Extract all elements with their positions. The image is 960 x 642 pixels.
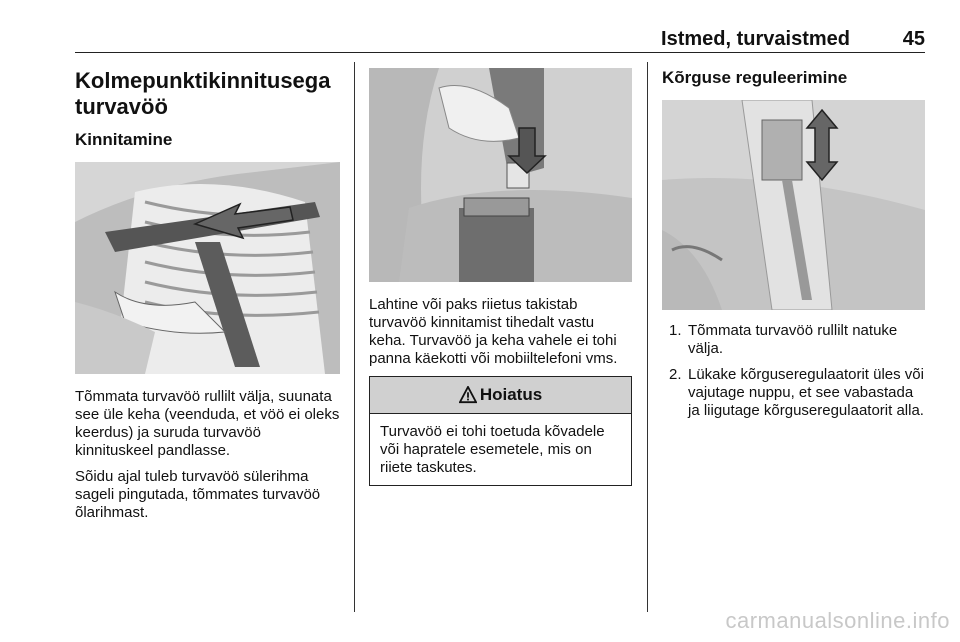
column-divider	[647, 62, 648, 612]
watermark: carmanualsonline.info	[725, 608, 950, 633]
list-item: 2. Lükake kõrguseregulaatorit üles või vajutage nuppu, et see vabastada ja liigutage kõrguseregulaatorit alla.	[669, 366, 924, 419]
instruction-paragraph: Tõmmata turvavöö rullilt välja, suunata see üle keha (veenduda, et vöö ei oleks keerdus) ja suruda turvavöö kinnituskeel pandlasse.	[75, 388, 340, 459]
warning-title: Hoiatus	[479, 385, 543, 404]
list-item: 1. Tõmmata turvavöö rullilt natuke välja.	[669, 322, 898, 357]
warning-text: Turvavöö ei tohi toetuda kõvadele või hapratele esemetele, mis on riiete taskutes.	[380, 423, 605, 476]
subtitle-fastening: Kinnitamine	[75, 130, 173, 149]
column-middle	[369, 62, 632, 486]
section-title: Istmed, turvaistmed	[661, 28, 850, 50]
page-header	[75, 26, 925, 53]
page-number: 45	[902, 28, 925, 50]
height-adjuster-illustration	[662, 100, 925, 310]
warning-triangle-icon	[459, 386, 477, 404]
clothing-note-paragraph: Lahtine või paks riietus takistab turvavöö kinnitamist tihedalt vastu keha. Turvavöö ja keha vahele ei tohi panna käekotti või mobiiltelefoni vms.	[369, 296, 618, 367]
instruction-paragraph: Sõidu ajal tuleb turvavöö sülerihma sageli pingutada, tõmmates turvavöö õlarihmast.	[75, 468, 321, 521]
warning-box	[369, 376, 632, 486]
column-left	[75, 62, 340, 530]
buckle-illustration	[369, 68, 632, 282]
column-divider	[354, 62, 355, 612]
adjustment-steps	[662, 322, 925, 420]
warning-header	[370, 377, 631, 414]
height-adjust-title: Kõrguse reguleerimine	[662, 68, 848, 87]
column-right	[662, 62, 925, 428]
seatbelt-fastening-illustration	[75, 162, 340, 374]
main-title: Kolmepunktikinnitusega turvavöö	[75, 68, 331, 119]
